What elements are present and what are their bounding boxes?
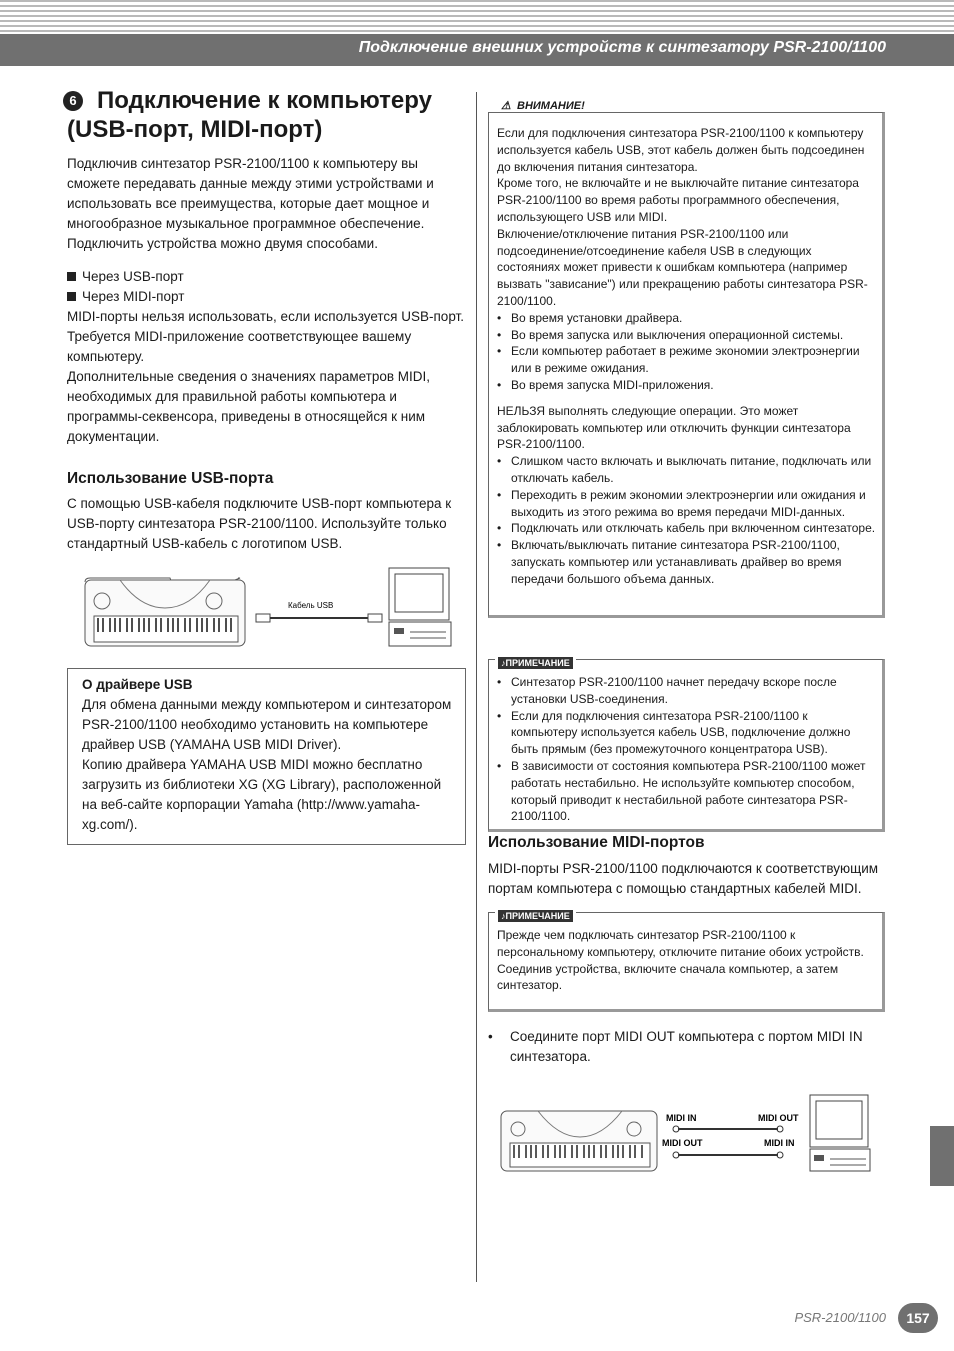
- midi-heading: Использование MIDI-портов: [488, 834, 705, 851]
- header-title: Подключение внешних устройств к синтезатору PSR-2100/1100: [358, 39, 886, 56]
- driver-box-text2: Копию драйвера YAMAHA USB MIDI можно бесплатно загрузить из библиотеки XG (XG Library), расположенной на веб-сайте корпорации Yamaha (http://www.yamaha-xg.com/).: [82, 757, 442, 832]
- note1-list: [497, 674, 877, 825]
- usb-text: С помощью USB-кабеля подключите USB-порт компьютера к USB-порту синтезатора PSR-2100/1100. Используйте только стандартный USB-кабель с логотипом USB.: [67, 496, 452, 551]
- note-label-1: ♪ПРИМЕЧАНИЕ: [495, 653, 576, 671]
- midi-note: MIDI-порты нельзя использовать, если используется USB-порт. Требуется MIDI-приложение соответствующее вашему компьютеру.: [67, 309, 464, 364]
- usb-plug-right: [368, 614, 382, 622]
- section-title: 6 Подключение к компьютеру (USB-порт, MIDI-порт): [67, 86, 432, 144]
- note-label-2: ♪ПРИМЕЧАНИЕ: [495, 906, 576, 924]
- list-item: • Во время запуска или выключения операционной системы.: [497, 327, 877, 344]
- list-item: • Если для подключения синтезатора PSR-2100/1100 к компьютеру используется кабель USB, подключение должно быть прямым (без промежуточного концентратора USB).: [497, 708, 877, 758]
- footer-model: PSR-2100/1100: [794, 1310, 886, 1325]
- computer-illustration: [810, 1095, 870, 1171]
- label-midi-out-right: MIDI OUT: [758, 1113, 799, 1123]
- caution-p1: Если для подключения синтезатора PSR-2100/1100 к компьютеру используется кабель USB, этот кабель должен быть подсоединен до включения питания синтезатора.: [497, 126, 865, 174]
- connect-instruction: [488, 1027, 878, 1067]
- caution-p2: Кроме того, не включайте и не выключайте питание синтезатора PSR-2100/1100 во время работы программного обеспечения, использующего USB или MIDI.: [497, 176, 859, 224]
- list-item: • Во время установки драйвера.: [497, 310, 877, 327]
- caution-list2: [497, 453, 877, 587]
- page-number: 157: [898, 1303, 938, 1333]
- usb-plug-left: [256, 614, 270, 622]
- caution-list1: [497, 310, 877, 394]
- method-midi: Через MIDI-порт: [67, 287, 465, 307]
- methods-block: [67, 267, 465, 447]
- header-stripes: [0, 0, 954, 34]
- intro-text: Подключив синтезатор PSR-2100/1100 к компьютеру вы сможете передавать данные между этими устройствами и использовать все преимущества, которые дает мощное и многообразное музыкальное программное обеспечение. Подключить устройства можно двумя способами.: [67, 156, 434, 251]
- warning-icon: ⚠: [501, 100, 511, 112]
- more-info: Дополнительные сведения о значениях параметров MIDI, необходимых для правильной работы компьютера и программы-секвенсора, приведены в относящейся к ним документации.: [67, 369, 431, 444]
- cable-label: Кабель USB: [288, 601, 334, 610]
- caution-label: ⚠ ВНИМАНИЕ!: [497, 99, 589, 112]
- caution-p4: НЕЛЬЗЯ выполнять следующие операции. Это может заблокировать компьютер или отключить функции синтезатора PSR-2100/1100.: [497, 403, 851, 452]
- list-item: • В зависимости от состояния компьютера PSR-2100/1100 может работать нестабильно. Не используйте компьютер способом, который приводит к нестабильной работе синтезатора PSR-2100/1100.: [497, 758, 877, 825]
- driver-box-title: О драйвере USB: [82, 677, 193, 692]
- note-box-2: [488, 912, 885, 1012]
- list-item: • Во время запуска MIDI-приложения.: [497, 377, 877, 394]
- side-tab: [930, 1126, 954, 1186]
- midi-diagram: [498, 1093, 872, 1175]
- list-item: • Подключать или отключать кабель при включенном синтезаторе.: [497, 520, 877, 537]
- note-icon: ♪: [501, 658, 506, 668]
- column-divider: [476, 92, 477, 1282]
- list-item: • Синтезатор PSR-2100/1100 начнет передачу вскоре после установки USB-соединения.: [497, 674, 877, 708]
- list-item: • Если компьютер работает в режиме экономии электроэнергии или в режиме ожидания.: [497, 343, 877, 377]
- caution-p3: Включение/отключение питания PSR-2100/1100 или подсоединение/отсоединение кабеля USB в следующих состояниях может привести к ошибкам компьютера (например вызвать "зависание") или прекращению работы синтезатора PSR-2100/1100.: [497, 226, 868, 308]
- list-item: • Соедините порт MIDI OUT компьютера с портом MIDI IN синтезатора.: [488, 1027, 878, 1067]
- caution-box: [488, 100, 885, 618]
- computer-illustration: [389, 568, 451, 646]
- section-number: 6: [63, 91, 83, 111]
- driver-box: [67, 668, 466, 845]
- label-midi-out-left: MIDI OUT: [662, 1138, 703, 1148]
- note2-text: Прежде чем подключать синтезатор PSR-2100/1100 к персональному компьютеру, отключите питание обоих устройств. Соединив устройства, включите сначала компьютер, а затем синтезатор.: [497, 928, 864, 993]
- midi-text: MIDI-порты PSR-2100/1100 подключаются к соответствующим портам компьютера с помощью стандартных кабелей MIDI.: [488, 861, 879, 896]
- driver-box-text1: Для обмена данными между компьютером и синтезатором PSR-2100/1100 необходимо установить на компьютере драйвер USB (YAMAHA USB MIDI Driver).: [82, 697, 452, 752]
- header-bar: [0, 34, 954, 66]
- note-box-1: [488, 659, 885, 832]
- list-item: • Слишком часто включать и выключать питание, подключать или отключать кабель.: [497, 453, 877, 487]
- usb-diagram: [80, 566, 455, 650]
- list-item: • Включать/выключать питание синтезатора PSR-2100/1100, запускать компьютер или устанавливать драйвер во время передачи большого объема данных.: [497, 537, 877, 587]
- label-midi-in-right: MIDI IN: [764, 1138, 795, 1148]
- method-usb: Через USB-порт: [67, 267, 465, 287]
- usb-heading: Использование USB-порта: [67, 470, 274, 487]
- note-icon: ♪: [501, 911, 506, 921]
- label-midi-in-left: MIDI IN: [666, 1113, 697, 1123]
- keyboard-illustration: [85, 578, 245, 646]
- list-item: • Переходить в режим экономии электроэнергии или ожидания и выходить из этого режима во время передачи MIDI-данных.: [497, 487, 877, 521]
- keyboard-illustration: [501, 1111, 657, 1171]
